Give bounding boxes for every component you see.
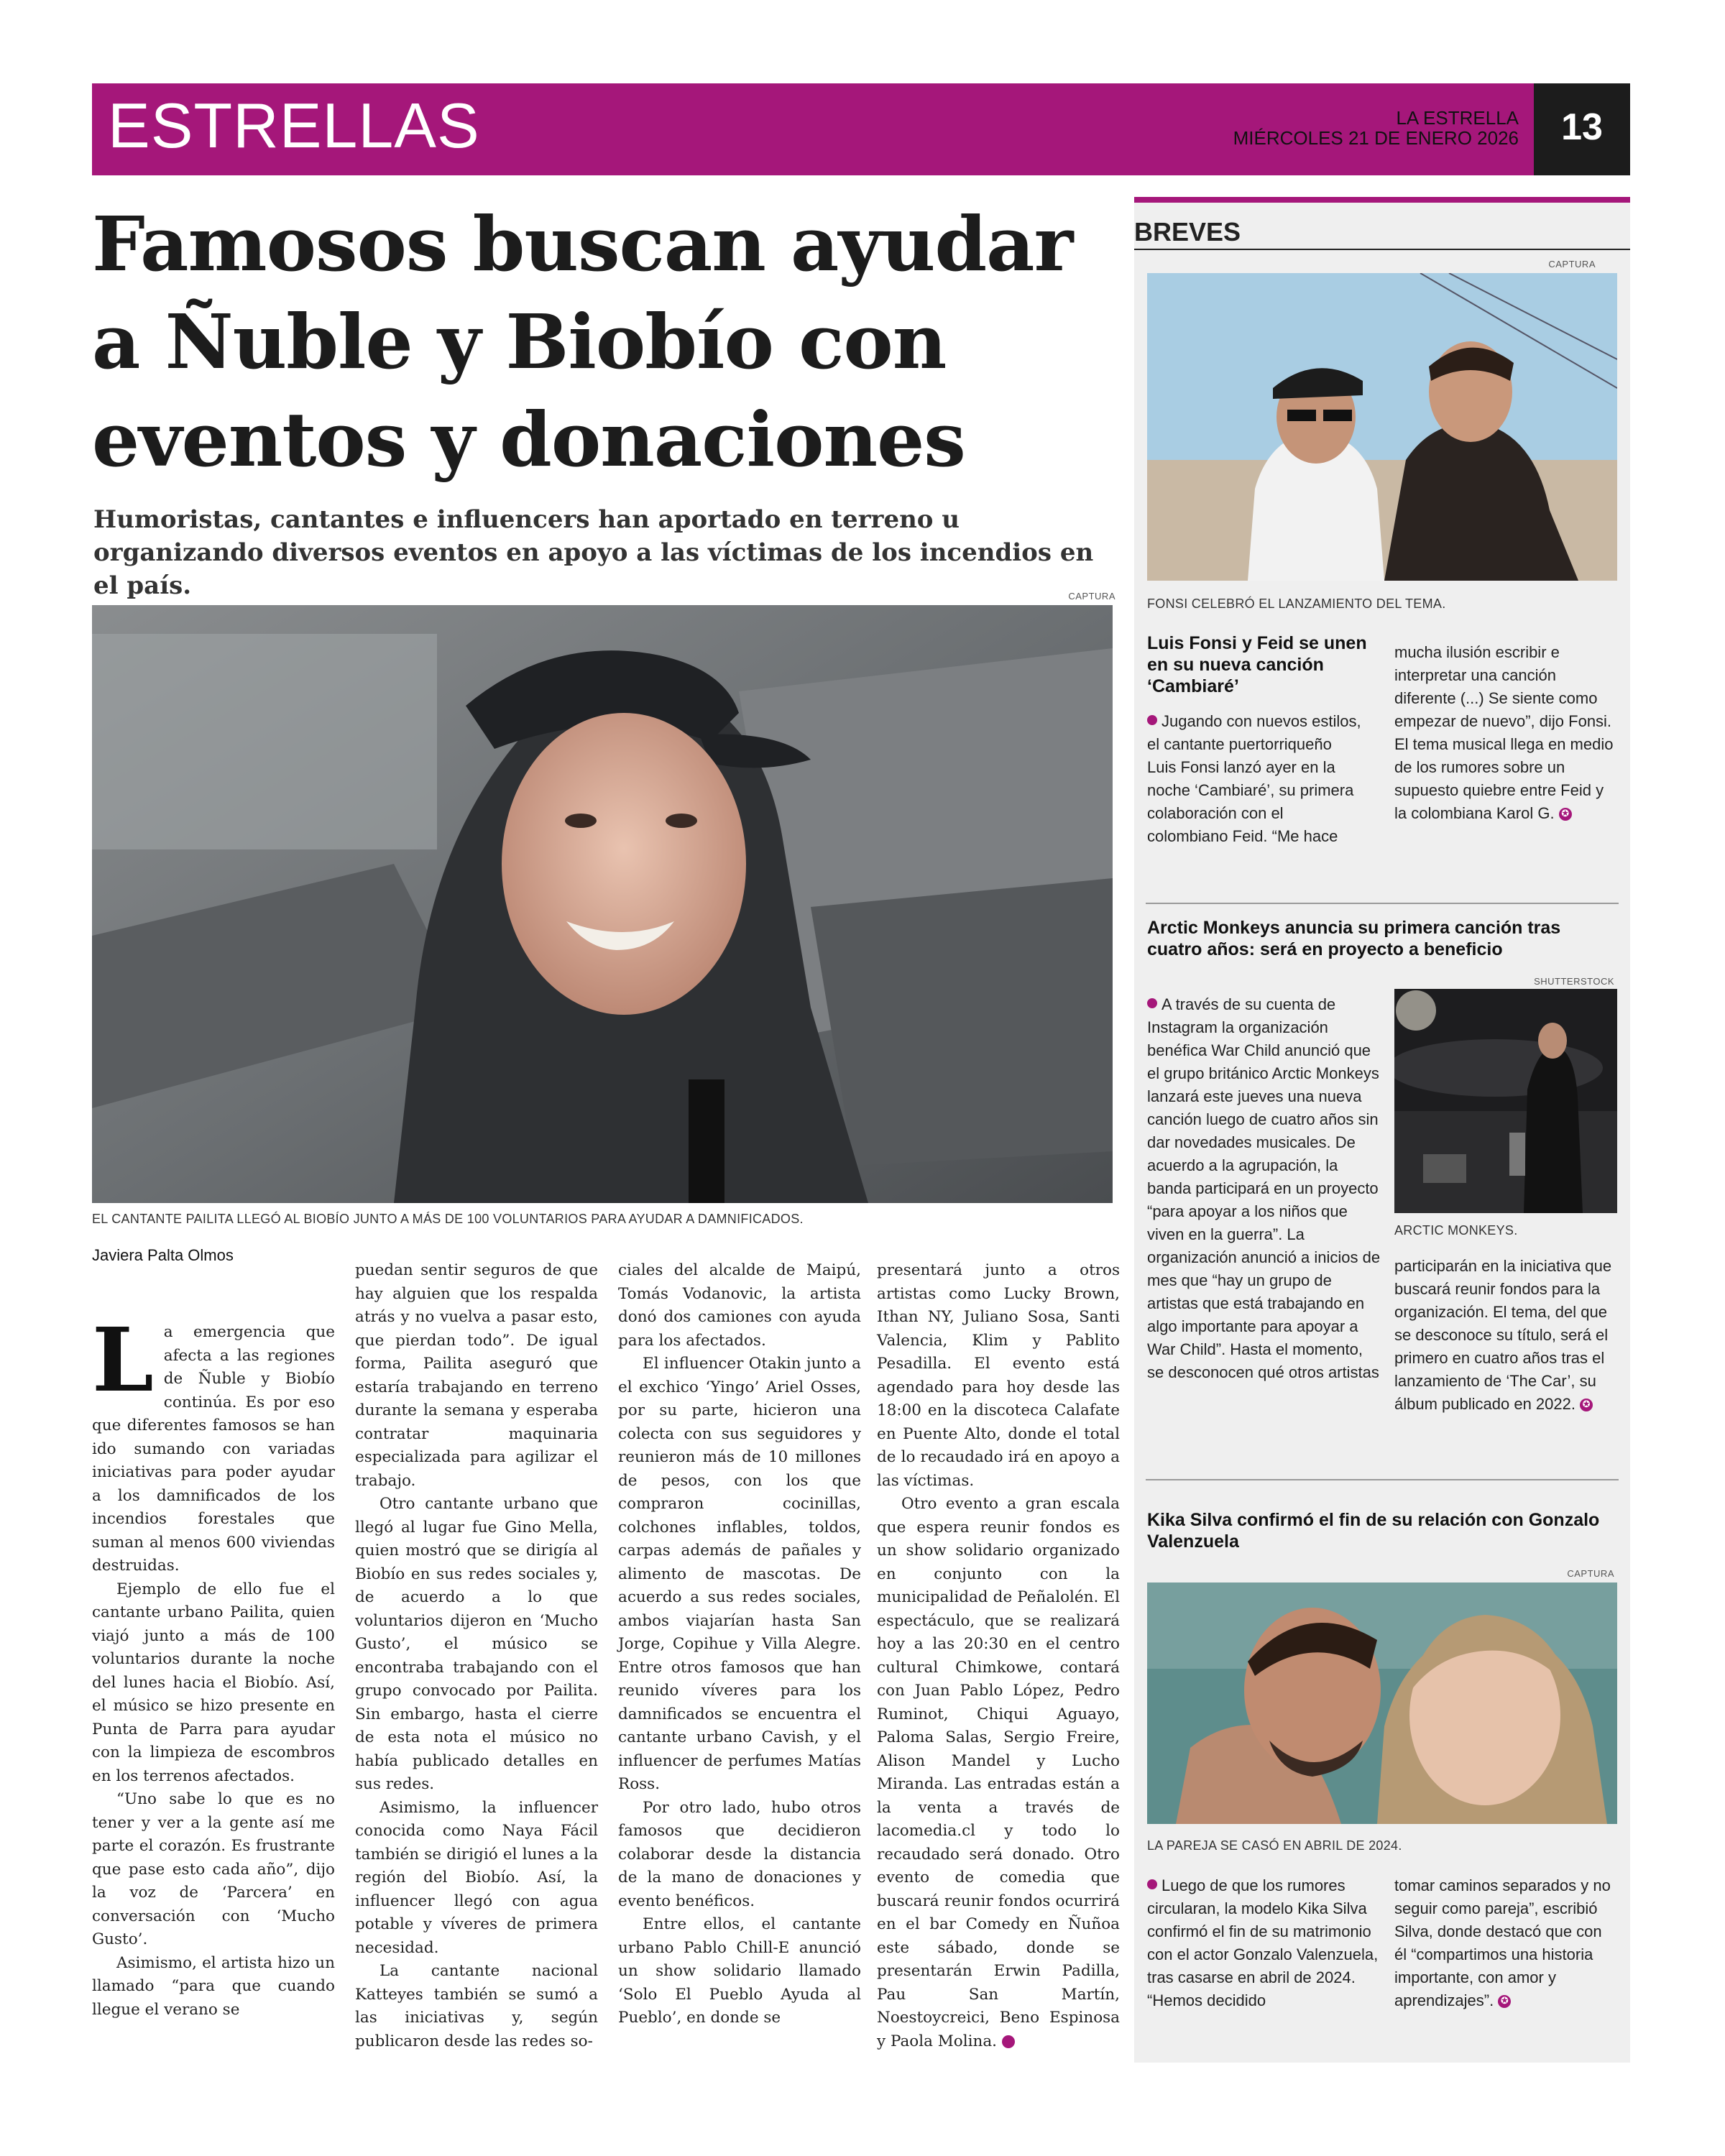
article-paragraph: Ejemplo de ello fue el cantante urbano Pailita, quien viajó junto a más de 100 voluntarios durante la noche del lunes hacia el Biobío. Así, el músico se hizo presente en Punta de Parra para ayudar con la limpieza de escombros en los terrenos afectados.	[92, 1580, 335, 1785]
brief2-photo-caption: ARCTIC MONKEYS.	[1394, 1223, 1518, 1238]
article-paragraph: presentará junto a otros artistas como Lucky Brown, Ithan NY, Juliano Sosa, Santi Valencia, Klim y Pablito Pesadilla. El evento está agendado para hoy desde las 18:00 en la discoteca Calafate en Puente Alto, donde el total de lo recaudado irá en apoyo a las víctimas.	[877, 1261, 1120, 1490]
brief2-text-left: A través de su cuenta de Instagram la organización benéfica War Child anunció que el grupo británico Arctic Monkeys lanzará este jueves una nueva canción luego de cuatro años sin dar novedades musicales. De acuerdo a la agrupación, la banda participará en un proyecto “para apoyar a los niños que viven en la guerra”. La organización anunció a inicios de mes que “hay un grupo de artistas que está trabajando en algo importante para apoyar a War Child”. Hasta el momento, se desconocen qué otros artistas	[1147, 995, 1381, 1381]
article-headline: Famosos buscan ayudar a Ñuble y Biobío con eventos y donaciones	[92, 200, 1073, 484]
article-paragraph: Entre ellos, el cantante urbano Pablo Chill-E anunció un show solidario llamado ‘Solo El Pueblo Ayuda al Pueblo’, en donde se	[618, 1915, 861, 2027]
brief3-text-left: Luego de que los rumores circularan, la modelo Kika Silva confirmó el fin de su matrimonio con el actor Gonzalo Valenzuela, tras casarse en abril de 2024. “Hemos decidido	[1147, 1876, 1379, 2009]
drop-cap: L	[92, 1308, 154, 1411]
main-photo-credit: CAPTURA	[1068, 591, 1116, 602]
article-paragraph: Por otro lado, hubo otros famosos que decidieron colaborar desde la distancia de la mano de donaciones y evento benéficos.	[618, 1798, 861, 1910]
sidebar-breves	[1134, 197, 1630, 2063]
brief1-photo-credit: CAPTURA	[1548, 259, 1596, 270]
article-paragraph: La cantante nacional Katteyes también se sumó a las iniciativas y, según publicaron desde las redes so-	[355, 1962, 598, 2050]
end-mark-star-icon: ✪	[1002, 2035, 1015, 2048]
article-column-3	[618, 1259, 861, 2030]
brief3-photo-credit: CAPTURA	[1567, 1568, 1614, 1579]
brief3-photo	[1147, 1583, 1617, 1824]
bullet-dot-icon	[1147, 715, 1157, 725]
end-mark-star-icon: ✪	[1498, 1995, 1511, 2008]
article-paragraph: “Uno sabe lo que es no tener y ver a la gente así me parte el corazón. Es frustrante que pase esto cada año”, dijo la voz de ‘Parcera’ en conversación con ‘Mucho Gusto’.	[92, 1790, 335, 1948]
brief1-photo-caption: FONSI CELEBRÓ EL LANZAMIENTO DEL TEMA.	[1147, 596, 1446, 611]
end-mark-star-icon: ✪	[1580, 1399, 1593, 1411]
article-paragraph: El influencer Otakin junto a el exchico ‘Yingo’ Ariel Osses, por su parte, hicieron una colecta con sus seguidores y reunieron más de 10 millones de pesos, con los que compraron cocinillas, colchones inflables, toldos, carpas además de pañales y alimento de mascotas. De acuerdo a sus redes sociales, ambos viajarían hasta San Jorge, Copihue y Villa Alegre. Entre otros famosos que han reunido víveres para los damnificados se encuentra el cantante urbano Cavish, y el influencer de perfumes Matías Ross.	[618, 1355, 861, 1793]
brief-separator	[1146, 1479, 1619, 1480]
page-number: 13	[1534, 83, 1630, 175]
bullet-dot-icon	[1147, 998, 1157, 1008]
end-mark-star-icon: ✪	[1559, 808, 1572, 821]
article-column-1	[92, 1308, 335, 2022]
brief1-photo	[1147, 273, 1617, 581]
bullet-dot-icon	[1147, 1879, 1157, 1889]
brief3-text-right: tomar caminos separados y no seguir como pareja”, escribió Silva, donde destacó que con él “compartimos una historia importante, con amor y aprendizajes”. ✪	[1394, 1876, 1611, 2009]
brief3-photo-caption: LA PAREJA SE CASÓ EN ABRIL DE 2024.	[1147, 1838, 1402, 1853]
article-subhead: Humoristas, cantantes e influencers han aportado en terreno u organizando diversos eventos en apoyo a las víctimas de los incendios en el país.	[93, 505, 1094, 600]
article-column-4	[877, 1259, 1120, 2053]
masthead-info	[1233, 108, 1519, 148]
brief2-photo-credit: SHUTTERSTOCK	[1534, 976, 1614, 987]
article-paragraph: Otro cantante urbano que llegó al lugar fue Gino Mella, quien mostró que se dirigía al Biobío en sus redes sociales y, de acuerdo a lo que voluntarios dijeron en ‘Mucho Gusto’, el músico se encontraba trabajando con el grupo convocado por Pailita. Sin embargo, hasta el cierre de esta nota el músico no había publicado detalles en sus redes.	[355, 1495, 598, 1793]
brief3-title: Kika Silva confirmó el fin de su relación con Gonzalo Valenzuela	[1147, 1510, 1600, 1552]
brief1-title: Luis Fonsi y Feid se unen en su nueva canción ‘Cambiaré’	[1147, 633, 1367, 696]
paper-name: LA ESTRELLA	[1396, 107, 1519, 129]
main-photo-caption: EL CANTANTE PAILITA LLEGÓ AL BIOBÍO JUNTO A MÁS DE 100 VOLUNTARIOS PARA AYUDAR A DAMNIFICADOS.	[92, 1212, 804, 1226]
brief2-text-right: participarán en la iniciativa que buscará reunir fondos para la organización. El tema, del que se desconoce su título, será el primero en cuatro años tras el lanzamiento de ‘The Car’, su álbum publicado en 2022. ✪	[1394, 1257, 1612, 1413]
section-name: ESTRELLAS	[108, 90, 480, 161]
brief-separator	[1146, 903, 1619, 904]
brief2-photo	[1394, 989, 1617, 1213]
main-photo	[92, 605, 1113, 1203]
section-masthead	[92, 83, 1630, 175]
brief1-text-right: mucha ilusión escribir e interpretar una canción diferente (...) Se siente como empezar de nuevo”, dijo Fonsi. El tema musical llega en medio de los rumores sobre un supuesto quiebre entre Feid y la colombiana Karol G. ✪	[1394, 643, 1614, 822]
article-paragraph: ciales del alcalde de Maipú, Tomás Vodanovic, la artista donó dos camiones con ayuda para los afectados.	[618, 1261, 861, 1350]
article-column-2	[355, 1259, 598, 2053]
issue-date: MIÉRCOLES 21 DE ENERO 2026	[1233, 127, 1519, 149]
article-paragraph: Otro evento a gran escala que espera reunir fondos es un show solidario organizado en conjunto con la municipalidad de Peñalolén. El espectáculo, que se realizará hoy a las 20:30 en el centro cultural Chimkowe, contará con Juan Pablo López, Pedro Ruminot, Chiqui Aguayo, Paloma Salas, Sergio Freire, Alison Mandel y Lucho Miranda. Las entradas están a la venta a través de lacomedia.cl y todo lo recaudado será donado. Otro evento de comedia que buscará reunir fondos ocurrirá en el bar Comedy en Ñuñoa este sábado, donde se presentarán Erwin Padilla, Pau San Martín, Noestoycreici, Beno Espinosa y Paola Molina. ✪	[877, 1495, 1120, 2050]
brief2-title: Arctic Monkeys anuncia su primera canción tras cuatro años: será en proyecto a beneficio	[1147, 918, 1561, 959]
sidebar-rule	[1134, 249, 1630, 250]
brief1-text-left: Jugando con nuevos estilos, el cantante puertorriqueño Luis Fonsi lanzó ayer en la noche ‘Cambiaré’, su primera colaboración con el colombiano Feid. “Me hace	[1147, 712, 1361, 845]
article-author: Javiera Palta Olmos	[92, 1246, 234, 1264]
article-paragraph: La emergencia que afecta a las regiones de Ñuble y Biobío continúa. Es por eso que diferentes famosos se han ido sumando con variadas iniciativas para poder ayudar a los damnificados de los incendios forestales que suman al menos 600 viviendas destruidas.	[92, 1308, 335, 1575]
article-paragraph: Asimismo, el artista hizo un llamado “para que cuando llegue el verano se	[92, 1953, 335, 2019]
article-paragraph: Asimismo, la influencer conocida como Naya Fácil también se dirigió el lunes a la región del Biobío. Así, la influencer llegó con agua potable y víveres de primera necesidad.	[355, 1798, 598, 1957]
sidebar-label: BREVES	[1134, 217, 1241, 247]
article-paragraph: puedan sentir seguros de que hay alguien que los respalda atrás y no vuelva a pasar esto, que pierdan todo”. De igual forma, Pailita aseguró que estaría trabajando en terreno durante la semana y esperaba contratar maquinaria especializada para agilizar el trabajo.	[355, 1261, 598, 1490]
